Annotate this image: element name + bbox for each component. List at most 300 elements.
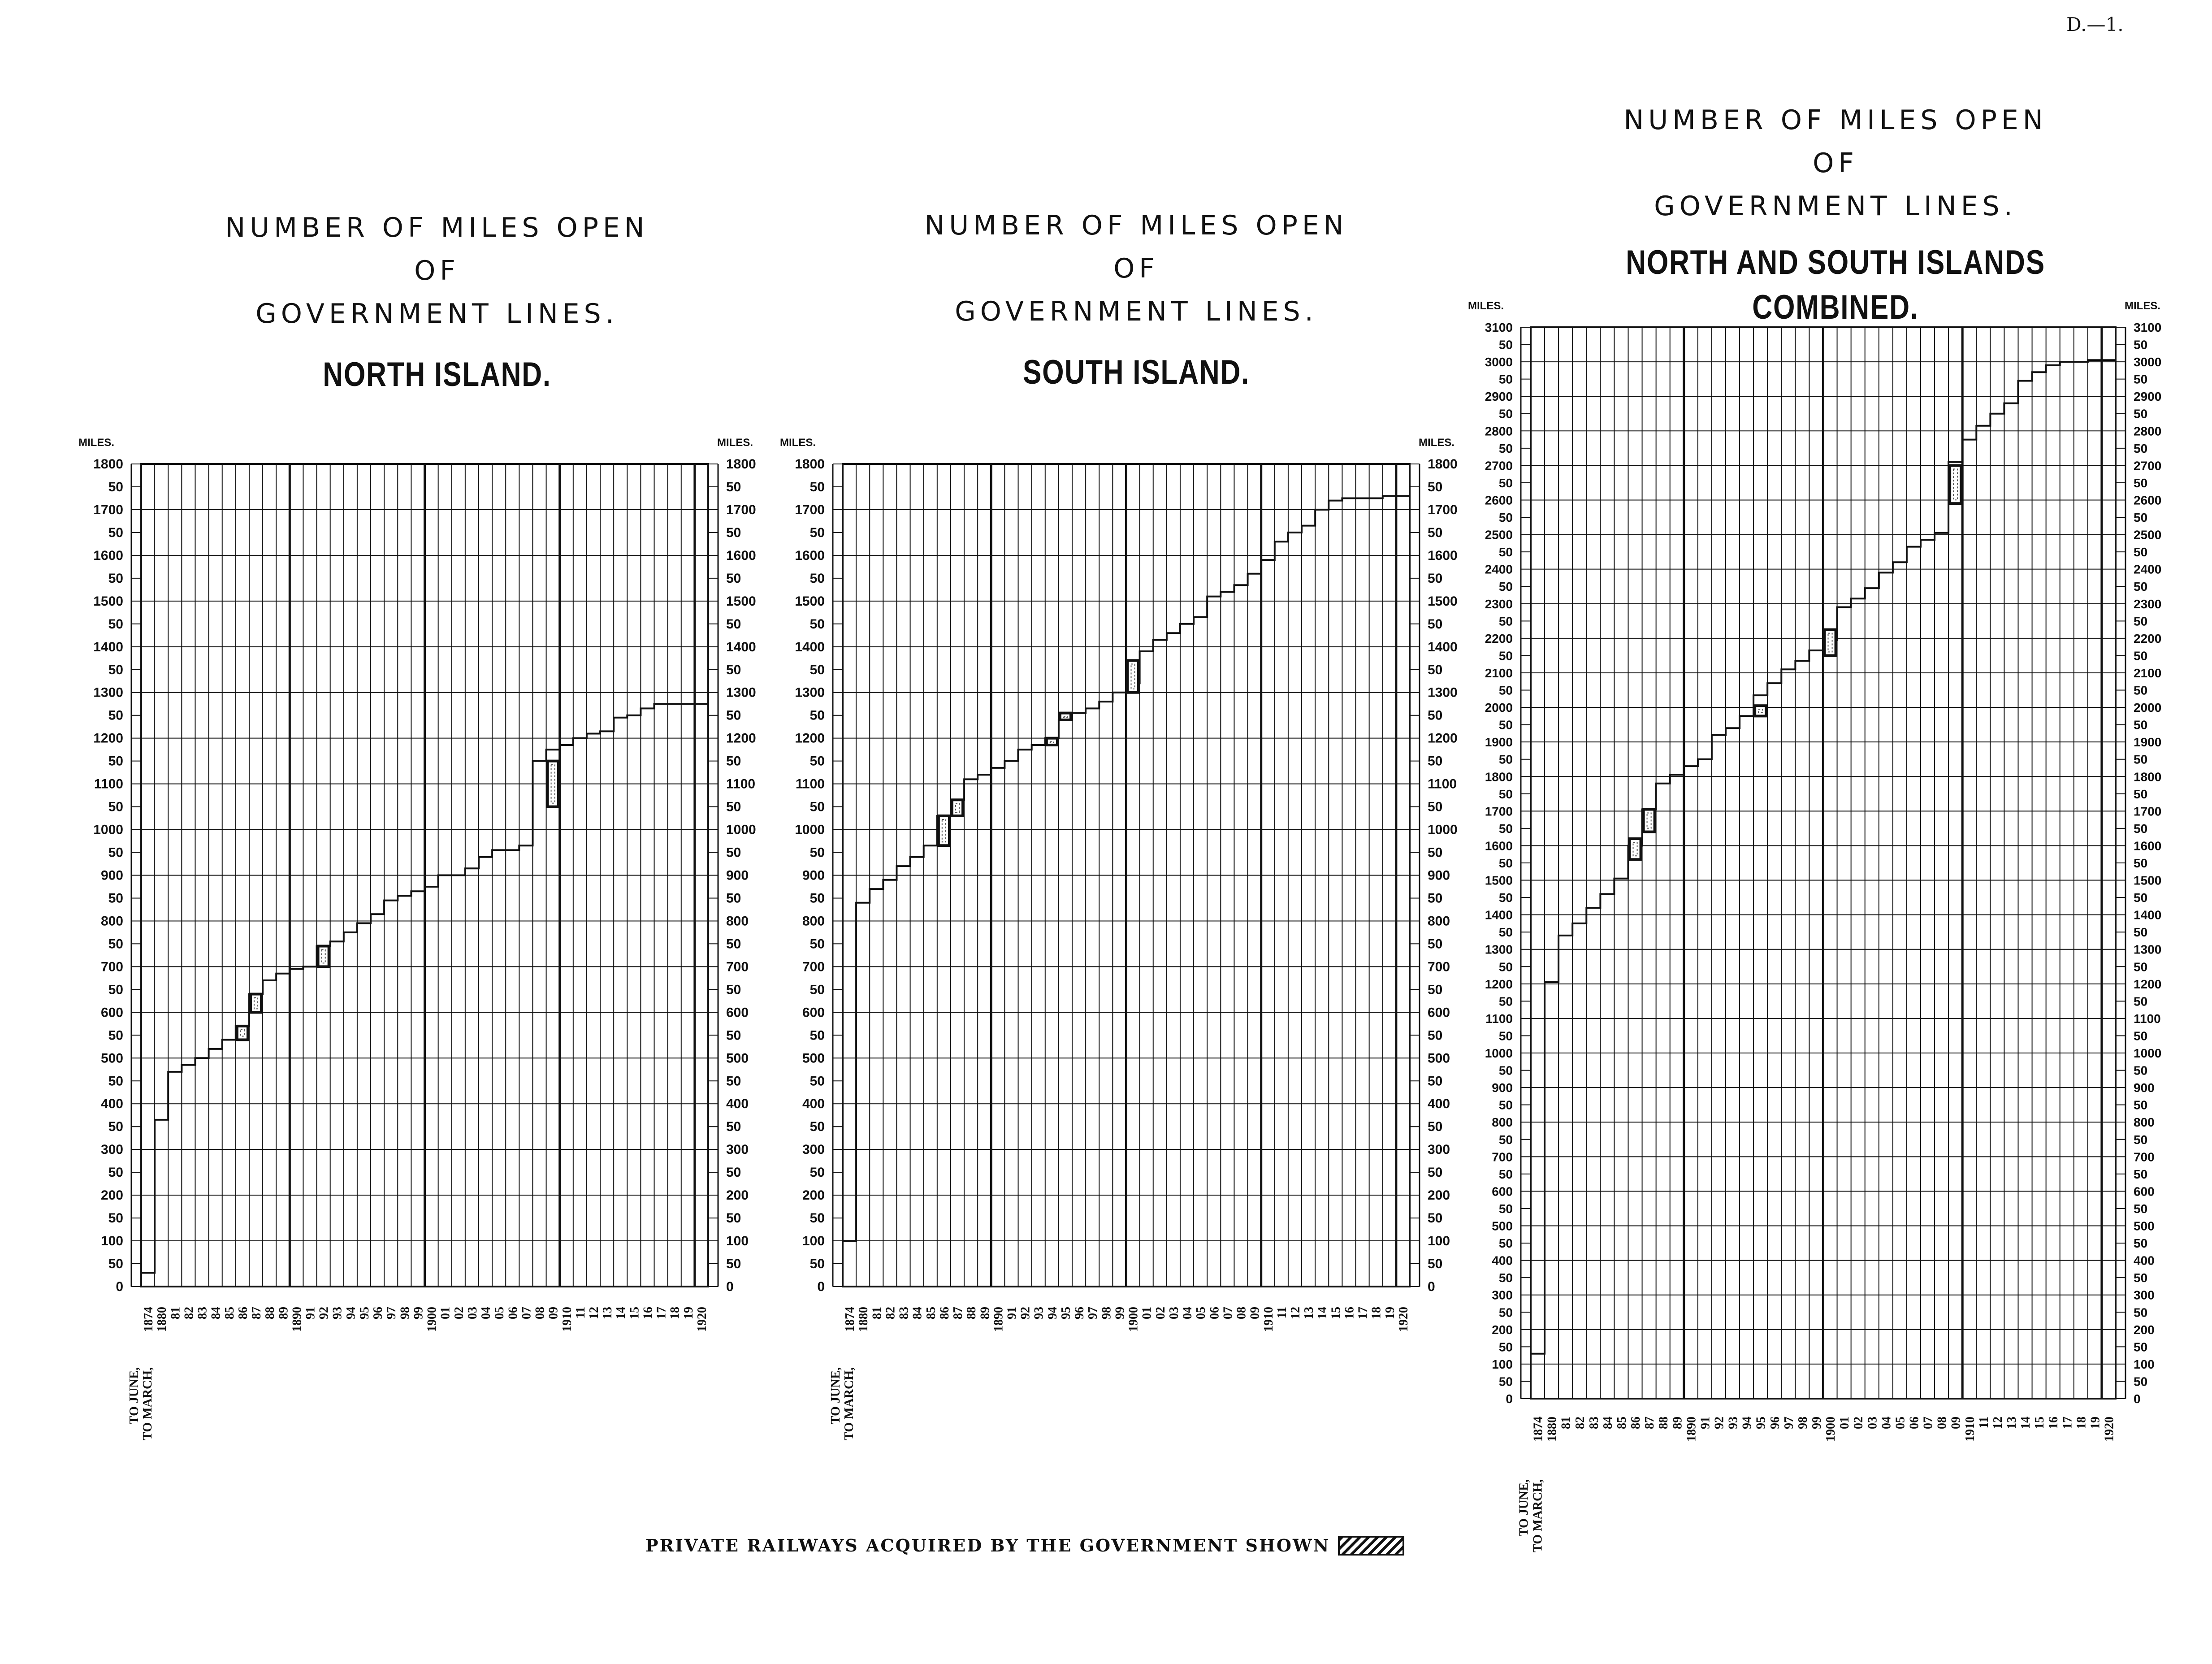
x-tick-label: 88 — [965, 1307, 979, 1319]
y-tick-label-left: 900 — [802, 868, 825, 883]
y-tick-label-left: 0 — [116, 1279, 123, 1294]
x-tick-label: 15 — [628, 1307, 642, 1319]
chart-subtitle: NORTH AND SOUTH ISLANDS COMBINED. — [1626, 243, 2045, 326]
y-tick-label-right: 50 — [2134, 1063, 2148, 1078]
x-tick-label: 86 — [1629, 1417, 1643, 1429]
y-tick-label-left: 50 — [108, 1028, 123, 1043]
y-tick-label-right: 700 — [1428, 959, 1450, 975]
y-tick-label-right: 900 — [726, 868, 749, 883]
y-tick-label-right: 1500 — [726, 594, 756, 609]
x-tick-label: 1920 — [1396, 1307, 1411, 1332]
y-tick-label-left: 100 — [802, 1234, 825, 1249]
y-tick-label-right: 500 — [2134, 1219, 2155, 1233]
x-tick-label: 09 — [1949, 1417, 1963, 1429]
y-tick-label-left: 50 — [1498, 1340, 1513, 1354]
y-tick-label-right: 100 — [726, 1234, 749, 1249]
y-tick-label-right: 600 — [2134, 1184, 2155, 1199]
y-tick-label-right: 100 — [2134, 1357, 2155, 1371]
acquired-private-railway-box — [1047, 738, 1057, 745]
y-tick-label-right: 1200 — [726, 731, 756, 746]
x-prefix-label: TO MARCH, — [1531, 1479, 1545, 1552]
x-tick-label: 02 — [1153, 1307, 1168, 1319]
x-tick-label: 1890 — [290, 1307, 304, 1332]
y-tick-label-right: 50 — [726, 616, 741, 632]
x-tick-label: 07 — [1921, 1417, 1935, 1429]
y-tick-label-left: 50 — [1498, 545, 1513, 559]
y-tick-label-left: 700 — [1492, 1150, 1513, 1164]
y-tick-label-right: 700 — [726, 959, 749, 975]
x-tick-label: 84 — [910, 1307, 925, 1319]
y-tick-label-left: 200 — [100, 1188, 123, 1203]
y-tick-label-left: 50 — [1498, 649, 1513, 663]
x-tick-label: 86 — [236, 1307, 250, 1319]
y-tick-label-right: 3000 — [2134, 355, 2162, 369]
y-tick-label-left: 1000 — [1485, 1046, 1513, 1061]
x-tick-label: 19 — [2088, 1417, 2103, 1429]
x-tick-label: 19 — [681, 1307, 696, 1319]
y-tick-label-left: 1700 — [93, 502, 123, 517]
y-tick-label-right: 1100 — [1428, 776, 1457, 792]
y-tick-label-right: 300 — [726, 1142, 749, 1157]
y-tick-label-right: 50 — [2134, 752, 2148, 767]
y-tick-label-left: 2600 — [1485, 493, 1513, 507]
y-tick-label-left: 50 — [108, 479, 123, 494]
x-tick-label: 92 — [1018, 1307, 1033, 1319]
y-tick-label-left: 1200 — [795, 731, 825, 746]
x-tick-label: 93 — [330, 1307, 345, 1319]
y-tick-label-left: 1200 — [93, 731, 123, 746]
y-tick-label-left: 50 — [1498, 925, 1513, 940]
x-tick-label: 05 — [1194, 1307, 1208, 1319]
x-tick-label: 1890 — [991, 1307, 1006, 1332]
acquired-private-railway-box — [1755, 706, 1766, 716]
x-tick-label: 06 — [1208, 1307, 1222, 1319]
x-tick-label: 95 — [1059, 1307, 1073, 1319]
x-tick-label: 05 — [493, 1307, 507, 1319]
y-tick-label-right: 50 — [1428, 708, 1443, 723]
title-line-3: GOVERNMENT LINES. — [955, 296, 1318, 327]
x-tick-label: 96 — [1768, 1417, 1782, 1429]
x-tick-label: 08 — [533, 1307, 547, 1319]
y-tick-label-left: 50 — [108, 1165, 123, 1180]
y-tick-label-right: 50 — [2134, 891, 2148, 905]
y-tick-label-left: 50 — [809, 616, 825, 632]
acquired-private-railway-box — [251, 994, 261, 1013]
y-tick-label-left: 50 — [108, 662, 123, 677]
y-tick-label-right: 50 — [2134, 614, 2148, 628]
y-tick-label-right: 50 — [2134, 1201, 2148, 1216]
y-tick-label-right: 50 — [2134, 1098, 2148, 1112]
x-tick-label: 17 — [1356, 1307, 1370, 1319]
y-tick-label-left: 1300 — [795, 685, 825, 700]
y-tick-label-left: 1500 — [93, 594, 123, 609]
y-tick-label-left: 50 — [1498, 407, 1513, 421]
y-tick-label-right: 50 — [1428, 571, 1443, 586]
y-tick-label-left: 2300 — [1485, 597, 1513, 611]
x-prefix-label: TO MARCH, — [842, 1367, 857, 1440]
y-tick-label-left: 1800 — [93, 457, 123, 472]
acquired-private-railway-box — [237, 1026, 248, 1040]
x-tick-label: 18 — [2074, 1417, 2089, 1429]
y-tick-label-right: 50 — [1428, 1165, 1443, 1180]
y-tick-label-right: 2600 — [2134, 493, 2162, 507]
y-tick-label-right: 50 — [2134, 476, 2148, 490]
y-tick-label-right: 50 — [726, 982, 741, 997]
x-tick-label: 1874 — [843, 1307, 857, 1332]
y-tick-label-right: 600 — [726, 1005, 749, 1020]
x-tick-label: 12 — [587, 1307, 601, 1319]
x-tick-label: 1910 — [560, 1307, 574, 1332]
y-tick-label-left: 1000 — [795, 822, 825, 837]
y-tick-label-left: 50 — [809, 845, 825, 860]
x-prefix-label: TO JUNE, — [829, 1367, 843, 1425]
y-tick-label-left: 50 — [1498, 821, 1513, 836]
y-tick-label-right: 2100 — [2134, 666, 2162, 680]
y-tick-label-right: 50 — [2134, 580, 2148, 594]
y-tick-label-left: 50 — [108, 1119, 123, 1135]
x-tick-label: 1880 — [155, 1307, 169, 1332]
y-tick-label-left: 1800 — [1485, 770, 1513, 784]
x-tick-label: 12 — [1288, 1307, 1303, 1319]
x-tick-label: 17 — [654, 1307, 669, 1319]
x-tick-label: 14 — [1316, 1307, 1330, 1319]
y-tick-label-left: 700 — [100, 959, 123, 975]
y-tick-label-left: 50 — [809, 891, 825, 906]
y-tick-label-left: 1400 — [795, 639, 825, 654]
y-tick-label-right: 2500 — [2134, 528, 2162, 542]
chart-north-island — [78, 437, 756, 1440]
x-tick-label: 88 — [263, 1307, 277, 1319]
y-tick-label-right: 50 — [726, 799, 741, 815]
y-axis-label-right: MILES. — [2125, 300, 2161, 312]
y-axis-label-left: MILES. — [780, 437, 816, 449]
y-tick-label-left: 50 — [1498, 787, 1513, 801]
y-tick-label-left: 2700 — [1485, 459, 1513, 473]
y-tick-label-left: 50 — [108, 891, 123, 906]
y-axis-label-right: MILES. — [717, 437, 753, 449]
y-tick-label-left: 2200 — [1485, 631, 1513, 646]
y-tick-label-left: 50 — [1498, 718, 1513, 732]
y-tick-label-left: 50 — [809, 799, 825, 815]
y-tick-label-left: 50 — [809, 525, 825, 540]
y-tick-label-left: 50 — [809, 1028, 825, 1043]
y-tick-label-left: 50 — [1498, 511, 1513, 525]
y-tick-label-right: 2700 — [2134, 459, 2162, 473]
y-tick-label-right: 50 — [2134, 683, 2148, 698]
y-tick-label-right: 200 — [2134, 1322, 2155, 1337]
y-tick-label-right: 200 — [1428, 1188, 1450, 1203]
x-tick-label: 1900 — [1824, 1417, 1838, 1442]
y-tick-label-left: 50 — [108, 525, 123, 540]
x-tick-label: 14 — [614, 1307, 628, 1319]
x-tick-label: 07 — [519, 1307, 534, 1319]
y-tick-label-right: 50 — [726, 662, 741, 677]
x-tick-label: 98 — [1100, 1307, 1114, 1319]
y-tick-label-right: 1500 — [2134, 873, 2162, 888]
x-tick-label: 04 — [479, 1307, 493, 1319]
y-tick-label-right: 50 — [2134, 338, 2148, 352]
acquired-private-railway-box — [318, 946, 329, 967]
chart-combined — [1468, 300, 2161, 1552]
y-tick-label-right: 600 — [1428, 1005, 1450, 1020]
y-tick-label-left: 50 — [1498, 1201, 1513, 1216]
y-tick-label-right: 50 — [1428, 799, 1443, 815]
y-tick-label-left: 50 — [1498, 1271, 1513, 1285]
title-line-2: OF — [1813, 147, 1858, 179]
y-tick-label-left: 3100 — [1485, 321, 1513, 334]
title-line-1: NUMBER OF MILES OPEN — [924, 210, 1348, 241]
y-tick-label-left: 50 — [809, 754, 825, 769]
x-tick-label: 86 — [937, 1307, 952, 1319]
y-tick-label-left: 600 — [802, 1005, 825, 1020]
x-tick-label: 1900 — [1126, 1307, 1141, 1332]
y-tick-label-right: 500 — [1428, 1051, 1450, 1066]
footnote — [645, 1535, 1404, 1556]
x-tick-label: 03 — [1866, 1417, 1880, 1429]
y-tick-label-left: 50 — [108, 708, 123, 723]
x-tick-label: 14 — [2019, 1417, 2033, 1429]
x-tick-label: 91 — [303, 1307, 318, 1319]
x-tick-label: 82 — [182, 1307, 196, 1319]
y-tick-label-left: 50 — [809, 1165, 825, 1180]
y-tick-label-right: 3100 — [2134, 321, 2162, 334]
y-tick-label-left: 1600 — [93, 548, 123, 563]
y-tick-label-right: 1700 — [2134, 804, 2162, 819]
x-tick-label: 1910 — [1261, 1307, 1276, 1332]
y-tick-label-right: 50 — [1428, 479, 1443, 494]
chart-subtitle: NORTH ISLAND. — [323, 355, 551, 394]
x-tick-label: 03 — [465, 1307, 480, 1319]
x-tick-label: 99 — [411, 1307, 426, 1319]
x-tick-label: 04 — [1181, 1307, 1195, 1319]
y-tick-label-left: 300 — [100, 1142, 123, 1157]
y-tick-label-right: 1200 — [1428, 731, 1458, 746]
y-tick-label-right: 1200 — [2134, 977, 2162, 991]
y-tick-label-right: 50 — [726, 1119, 741, 1135]
chart-subtitle: SOUTH ISLAND. — [1022, 353, 1250, 391]
y-tick-label-left: 900 — [100, 868, 123, 883]
y-tick-label-left: 1300 — [1485, 942, 1513, 957]
y-tick-label-right: 1300 — [2134, 942, 2162, 957]
y-tick-label-right: 50 — [2134, 441, 2148, 455]
x-tick-label: 89 — [978, 1307, 992, 1319]
y-tick-label-left: 1400 — [1485, 908, 1513, 922]
y-tick-label-left: 1100 — [795, 776, 825, 792]
y-tick-label-right: 1600 — [726, 548, 756, 563]
y-tick-label-right: 400 — [1428, 1096, 1450, 1112]
x-tick-label: 01 — [1140, 1307, 1154, 1319]
y-tick-label-right: 50 — [2134, 1305, 2148, 1320]
x-tick-label: 03 — [1167, 1307, 1181, 1319]
y-tick-label-right: 2800 — [2134, 424, 2162, 438]
y-tick-label-left: 50 — [1498, 1236, 1513, 1251]
y-tick-label-left: 50 — [1498, 614, 1513, 628]
y-tick-label-left: 1100 — [1485, 1011, 1513, 1026]
y-tick-label-left: 700 — [802, 959, 825, 975]
y-tick-label-left: 50 — [1498, 441, 1513, 455]
x-tick-label: 11 — [573, 1307, 588, 1319]
x-tick-label: 13 — [2004, 1417, 2019, 1429]
x-tick-label: 84 — [1601, 1417, 1615, 1429]
y-tick-label-left: 1700 — [795, 502, 825, 517]
x-tick-label: 99 — [1809, 1417, 1824, 1429]
title-line-1: NUMBER OF MILES OPEN — [225, 212, 649, 243]
y-tick-label-right: 50 — [1428, 754, 1443, 769]
y-tick-label-right: 100 — [1428, 1234, 1450, 1249]
y-tick-label-left: 800 — [802, 914, 825, 929]
acquired-private-railway-box — [1950, 465, 1961, 503]
x-tick-label: 85 — [924, 1307, 938, 1319]
y-tick-label-right: 1000 — [1428, 822, 1458, 837]
y-tick-label-left: 2100 — [1485, 666, 1513, 680]
x-tick-label: 81 — [1559, 1417, 1573, 1429]
title-line-1: NUMBER OF MILES OPEN — [1623, 104, 2048, 136]
x-tick-label: 84 — [209, 1307, 223, 1319]
x-tick-label: 01 — [1838, 1417, 1852, 1429]
x-tick-label: 95 — [357, 1307, 372, 1319]
y-tick-label-right: 2000 — [2134, 701, 2162, 715]
y-tick-label-left: 200 — [1492, 1322, 1513, 1337]
y-tick-label-right: 900 — [2134, 1081, 2155, 1095]
y-tick-label-right: 50 — [1428, 1119, 1443, 1135]
y-tick-label-right: 50 — [2134, 787, 2148, 801]
page-reference: D.—1. — [2066, 13, 2124, 35]
y-tick-label-right: 50 — [726, 754, 741, 769]
y-tick-label-right: 1100 — [726, 776, 756, 792]
x-tick-label: 92 — [1712, 1417, 1727, 1429]
y-tick-label-left: 1100 — [94, 776, 123, 792]
y-tick-label-right: 700 — [2134, 1150, 2155, 1164]
y-tick-label-right: 50 — [726, 1211, 741, 1226]
y-tick-label-left: 0 — [817, 1279, 825, 1294]
x-tick-label: 1920 — [695, 1307, 709, 1332]
y-tick-label-left: 50 — [108, 1211, 123, 1226]
y-tick-label-left: 50 — [108, 616, 123, 632]
y-tick-label-right: 50 — [2134, 1340, 2148, 1354]
x-tick-label: 01 — [438, 1307, 453, 1319]
y-tick-label-right: 50 — [2134, 856, 2148, 870]
x-tick-label: 92 — [317, 1307, 331, 1319]
y-tick-label-right: 1400 — [1428, 639, 1458, 654]
y-tick-label-right: 50 — [726, 1028, 741, 1043]
x-tick-label: 1880 — [857, 1307, 871, 1332]
title-line-2: OF — [414, 255, 460, 286]
x-tick-label: 16 — [2047, 1417, 2061, 1429]
x-tick-label: 97 — [385, 1307, 399, 1319]
x-tick-label: 97 — [1086, 1307, 1100, 1319]
y-tick-label-left: 50 — [108, 845, 123, 860]
y-tick-label-left: 2000 — [1485, 701, 1513, 715]
y-tick-label-left: 50 — [108, 571, 123, 586]
x-tick-label: 91 — [1698, 1417, 1713, 1429]
y-tick-label-right: 800 — [726, 914, 749, 929]
x-tick-label: 1910 — [1963, 1417, 1977, 1442]
y-tick-label-left: 50 — [1498, 1132, 1513, 1147]
x-prefix-label: TO JUNE, — [1517, 1479, 1531, 1537]
y-tick-label-left: 200 — [802, 1188, 825, 1203]
x-tick-label: 18 — [668, 1307, 682, 1319]
x-tick-label: 96 — [1073, 1307, 1087, 1319]
y-tick-label-right: 50 — [726, 845, 741, 860]
y-tick-label-right: 50 — [2134, 511, 2148, 525]
y-tick-label-right: 1600 — [1428, 548, 1458, 563]
y-tick-label-left: 50 — [1498, 752, 1513, 767]
acquired-private-railway-box — [1060, 713, 1071, 720]
y-tick-label-left: 500 — [100, 1051, 123, 1066]
y-tick-label-left: 1800 — [795, 457, 825, 472]
x-tick-label: 06 — [1907, 1417, 1922, 1429]
x-tick-label: 82 — [883, 1307, 898, 1319]
x-prefix-label: TO MARCH, — [141, 1367, 155, 1440]
x-tick-label: 94 — [1045, 1307, 1060, 1319]
y-tick-label-right: 1800 — [2134, 770, 2162, 784]
x-tick-label: 1874 — [142, 1307, 156, 1332]
x-tick-label: 87 — [1643, 1417, 1657, 1429]
title-line-3: GOVERNMENT LINES. — [1654, 191, 2017, 222]
y-tick-label-left: 50 — [809, 571, 825, 586]
y-axis-label-left: MILES. — [78, 437, 115, 449]
y-tick-label-right: 2200 — [2134, 631, 2162, 646]
y-tick-label-right: 50 — [1428, 982, 1443, 997]
y-tick-label-right: 50 — [1428, 1211, 1443, 1226]
y-tick-label-left: 500 — [802, 1051, 825, 1066]
y-tick-label-right: 50 — [726, 1257, 741, 1272]
x-tick-label: 09 — [1248, 1307, 1262, 1319]
x-tick-label: 02 — [452, 1307, 466, 1319]
y-tick-label-right: 50 — [2134, 925, 2148, 940]
x-tick-label: 83 — [1587, 1417, 1601, 1429]
y-tick-label-right: 50 — [2134, 372, 2148, 386]
y-tick-label-left: 900 — [1492, 1081, 1513, 1095]
y-tick-label-left: 300 — [802, 1142, 825, 1157]
y-tick-label-left: 50 — [108, 1257, 123, 1272]
y-tick-label-right: 50 — [1428, 525, 1443, 540]
y-tick-label-left: 50 — [1498, 1374, 1513, 1389]
y-tick-label-right: 2400 — [2134, 562, 2162, 576]
y-tick-label-right: 500 — [726, 1051, 749, 1066]
x-tick-label: 91 — [1005, 1307, 1019, 1319]
y-tick-label-left: 50 — [108, 754, 123, 769]
y-tick-label-right: 800 — [1428, 914, 1450, 929]
y-tick-label-left: 50 — [809, 982, 825, 997]
x-tick-label: 94 — [1740, 1417, 1754, 1429]
x-tick-label: 17 — [2060, 1417, 2075, 1429]
y-tick-label-right: 2900 — [2134, 390, 2162, 404]
y-tick-label-right: 1400 — [726, 639, 756, 654]
y-tick-label-left: 50 — [108, 1074, 123, 1089]
y-tick-label-right: 50 — [2134, 1374, 2148, 1389]
y-tick-label-right: 50 — [1428, 662, 1443, 677]
y-tick-label-left: 50 — [809, 1074, 825, 1089]
y-tick-label-left: 50 — [1498, 960, 1513, 974]
y-tick-label-left: 1500 — [795, 594, 825, 609]
y-tick-label-right: 2300 — [2134, 597, 2162, 611]
x-tick-label: 81 — [169, 1307, 183, 1319]
y-tick-label-right: 0 — [726, 1279, 734, 1294]
y-tick-label-right: 1500 — [1428, 594, 1458, 609]
acquired-private-railway-box — [1644, 810, 1655, 832]
y-tick-label-right: 50 — [2134, 1167, 2148, 1181]
x-tick-label: 96 — [371, 1307, 385, 1319]
x-tick-label: 1890 — [1684, 1417, 1699, 1442]
y-tick-label-right: 1900 — [2134, 735, 2162, 750]
x-tick-label: 85 — [1615, 1417, 1629, 1429]
acquired-private-railway-box — [952, 800, 963, 816]
y-tick-label-right: 1000 — [2134, 1046, 2162, 1061]
y-tick-label-left: 1900 — [1485, 735, 1513, 750]
y-tick-label-left: 400 — [802, 1096, 825, 1112]
x-tick-label: 11 — [1977, 1417, 1991, 1429]
